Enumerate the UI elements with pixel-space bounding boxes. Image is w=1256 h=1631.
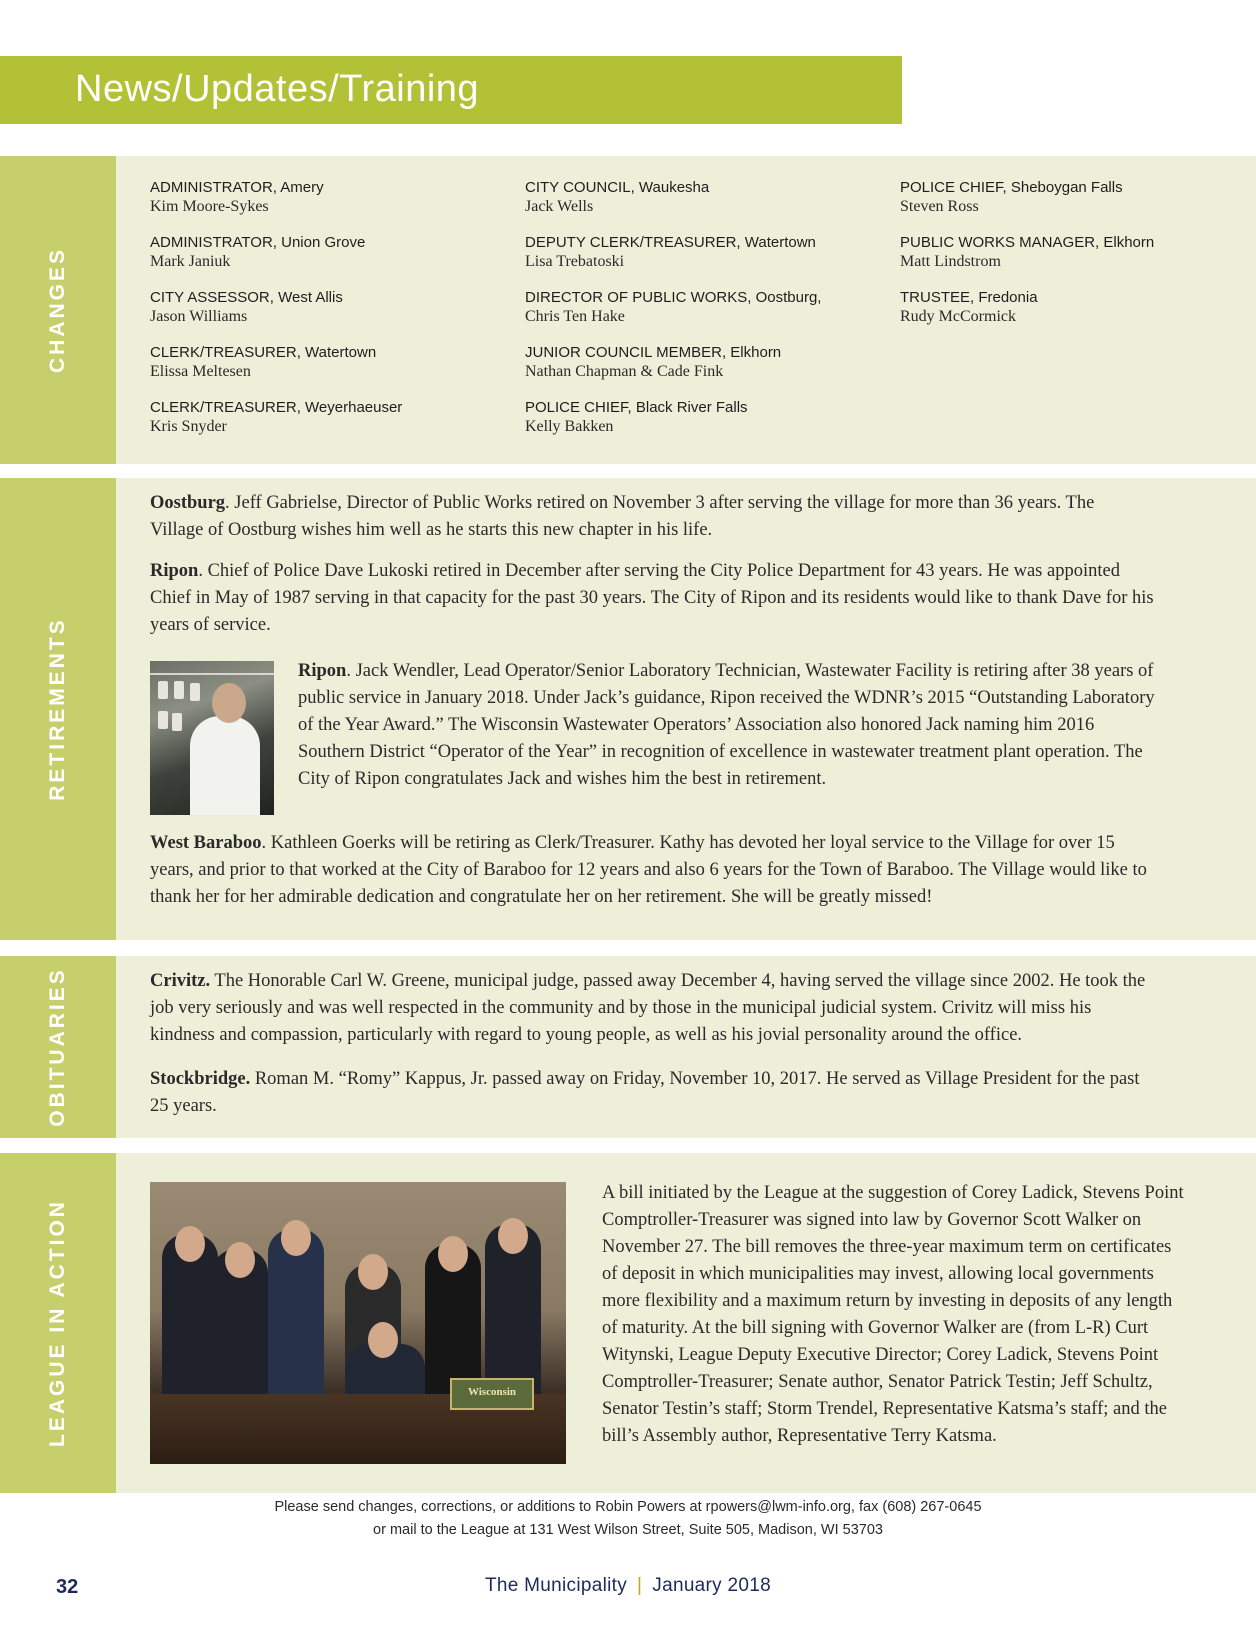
change-role: PUBLIC WORKS MANAGER, Elkhorn xyxy=(900,234,1155,251)
league-text: A bill initiated by the League at the suggestion of Corey Ladick, Stevens Point Comptroller-Treasurer was signed into law by Governor Scott Walker on November 27. The bill removes the three-year maximum term on certificates of deposit in which municipalities may invest, allowing local governments more flexibility and a maximum return by investing in deposits of any length of maturity. At the bill signing with Governor Walker are (from L-R) Curt Witynski, League Deputy Executive Director; Corey Ladick, Stevens Point Comptroller-Treasurer; Senate author, Senator Patrick Testin; Jeff Schultz, Senator Testin’s staff; Storm Trendel, Representative Katsma’s staff; and the bill’s Assembly author, Representative Terry Katsma. xyxy=(602,1183,1184,1446)
retirements-tab xyxy=(0,478,116,940)
obituary-text: Roman M. “Romy” Kappus, Jr. passed away on Friday, November 10, 2017. He served as Village President for the past 25 years. xyxy=(150,1069,1140,1116)
change-entry xyxy=(900,178,1240,233)
change-person: Chris Ten Hake xyxy=(525,308,625,325)
obituaries-section xyxy=(0,956,1256,1138)
change-role: DEPUTY CLERK/TREASURER, Watertown xyxy=(525,234,816,251)
change-person: Lisa Trebatoski xyxy=(525,253,625,270)
publication-separator: | xyxy=(637,1575,643,1596)
retirement-place: Oostburg xyxy=(150,493,226,513)
retirement-place: West Baraboo xyxy=(150,833,262,853)
change-person: Steven Ross xyxy=(900,198,979,215)
obituaries-label: OBITUARIES xyxy=(46,967,69,1127)
change-role: CITY COUNCIL, Waukesha xyxy=(525,179,710,196)
retirements-section xyxy=(0,478,1256,940)
changes-tab xyxy=(0,156,116,464)
bill-signing-photo xyxy=(150,1182,566,1464)
change-role: CLERK/TREASURER, Weyerhaeuser xyxy=(150,399,403,416)
page-number: 32 xyxy=(56,1576,79,1598)
change-entry xyxy=(525,178,900,233)
change-entry xyxy=(525,398,900,453)
change-entry xyxy=(150,288,525,343)
change-person: Jason Williams xyxy=(150,308,248,325)
header-banner xyxy=(0,56,902,124)
change-entry xyxy=(150,398,525,453)
change-person: Nathan Chapman & Cade Fink xyxy=(525,363,724,380)
retirement-text: . Jeff Gabrielse, Director of Public Works retired on November 3 after serving the village for more than 36 years. The Village of Oostburg wishes him well as he starts this new chapter in his life. xyxy=(150,493,1095,540)
change-entry xyxy=(525,233,900,288)
retirement-text: . Kathleen Goerks will be retiring as Clerk/Treasurer. Kathy has devoted her loyal service to the Village for over 15 years, and prior to that worked at the City of Baraboo for 12 years and also 6 years for the Town of Baraboo. The Village would like to thank her for her admirable dedication and congratulate her on her retirement. She will be greatly missed! xyxy=(150,833,1147,907)
retirement-item xyxy=(150,558,1160,639)
league-label: LEAGUE IN ACTION xyxy=(46,1199,69,1447)
change-role: ADMINISTRATOR, Union Grove xyxy=(150,234,366,251)
change-entry xyxy=(150,343,525,398)
change-role: CLERK/TREASURER, Watertown xyxy=(150,344,377,361)
change-person: Jack Wells xyxy=(525,198,594,215)
change-person: Elissa Meltesen xyxy=(150,363,251,380)
change-person: Matt Lindstrom xyxy=(900,253,1001,270)
retirement-item xyxy=(298,658,1158,793)
change-role: DIRECTOR OF PUBLIC WORKS, Oostburg, xyxy=(525,289,822,306)
change-role: POLICE CHIEF, Black River Falls xyxy=(525,399,748,416)
change-person: Rudy McCormick xyxy=(900,308,1016,325)
change-entry xyxy=(150,178,525,233)
change-role: CITY ASSESSOR, West Allis xyxy=(150,289,343,306)
changes-list xyxy=(150,178,1240,453)
changes-section xyxy=(0,156,1256,464)
obituary-place: Crivitz. xyxy=(150,971,211,991)
obituaries-tab xyxy=(0,956,116,1138)
change-role: POLICE CHIEF, Sheboygan Falls xyxy=(900,179,1123,196)
retirement-item xyxy=(150,490,1150,544)
obituary-item xyxy=(150,1066,1160,1120)
retirement-place: Ripon xyxy=(298,661,347,681)
change-entry xyxy=(150,233,525,288)
change-person: Kris Snyder xyxy=(150,418,227,435)
change-entry xyxy=(900,233,1240,288)
publication-name: The Municipality xyxy=(484,1575,628,1596)
obituary-item xyxy=(150,968,1160,1049)
change-role: ADMINISTRATOR, Amery xyxy=(150,179,324,196)
retirement-place: Ripon xyxy=(150,561,199,581)
change-role: TRUSTEE, Fredonia xyxy=(900,289,1038,306)
change-entry xyxy=(900,288,1240,343)
retirement-item xyxy=(150,830,1160,911)
publication-issue: January 2018 xyxy=(652,1575,772,1596)
obituary-text: The Honorable Carl W. Greene, municipal judge, passed away December 4, having served the village since 2002. He took the job very seriously and was well respected in the community and by those in the municipal judicial system. Crivitz will miss his kindness and compassion, particularly with regard to young people, as well as his jovial personality around the office. xyxy=(150,971,1146,1045)
lab-technician-photo xyxy=(150,661,274,815)
publication-line xyxy=(0,1575,1256,1597)
footer-contact-line1: Please send changes, corrections, or additions to Robin Powers at rpowers@lwm-info.org, fax (608) 267-0645 xyxy=(274,1499,982,1515)
change-person: Kelly Bakken xyxy=(525,418,614,435)
change-person: Kim Moore-Sykes xyxy=(150,198,269,215)
change-entry xyxy=(525,288,900,343)
league-tab xyxy=(0,1153,116,1493)
page-title: News/Updates/Training xyxy=(75,68,480,110)
wisconsin-plaque: Wisconsin xyxy=(450,1378,534,1410)
change-entry xyxy=(525,343,900,398)
change-person: Mark Janiuk xyxy=(150,253,231,270)
change-role: JUNIOR COUNCIL MEMBER, Elkhorn xyxy=(525,344,782,361)
changes-label: CHANGES xyxy=(46,246,69,374)
league-section xyxy=(0,1153,1256,1493)
retirements-label: RETIREMENTS xyxy=(46,617,69,801)
obituary-place: Stockbridge. xyxy=(150,1069,251,1089)
retirement-text: . Jack Wendler, Lead Operator/Senior Laboratory Technician, Wastewater Facility is retiring after 38 years of public service in January 2018. Under Jack’s guidance, Ripon received the WDNR’s 2015 “Outstanding Laboratory of the Year Award.” The Wisconsin Wastewater Operators’ Association also honored Jack naming him 2016 Southern District “Operator of the Year” in recognition of excellence in wastewater treatment plant operation. The City of Ripon congratulates Jack and wishes him the best in retirement. xyxy=(298,661,1155,789)
retirement-text: . Chief of Police Dave Lukoski retired in December after serving the City Police Department for 43 years. He was appointed Chief in May of 1987 serving in that capacity for the past 30 years. The City of Ripon and its residents would like to thank Dave for his years of service. xyxy=(150,561,1154,635)
footer-contact-line2: or mail to the League at 131 West Wilson Street, Suite 505, Madison, WI 53703 xyxy=(373,1522,883,1538)
